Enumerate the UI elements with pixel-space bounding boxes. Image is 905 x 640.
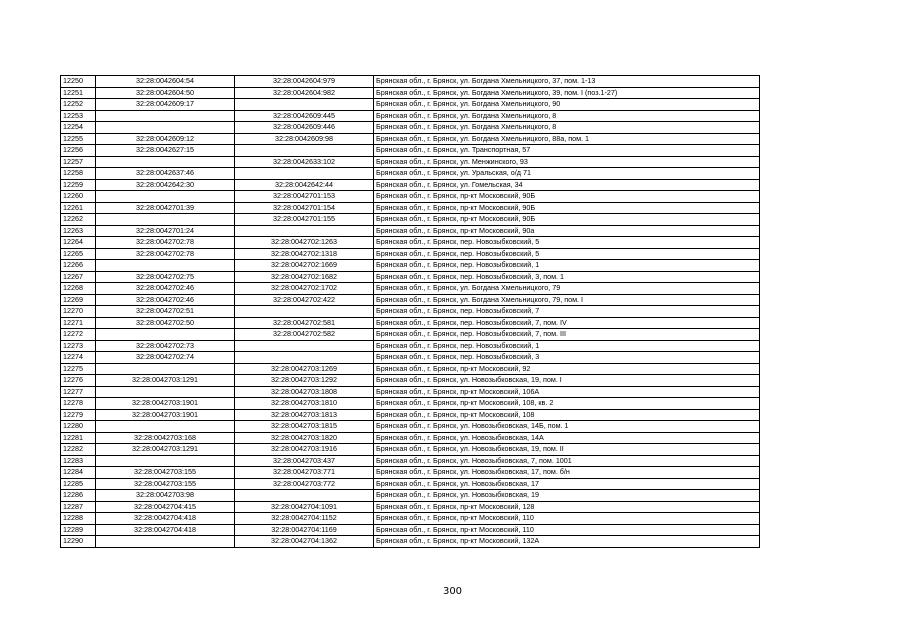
registry-table xyxy=(60,75,760,548)
cell-cadastral-number: 32:28:0042701:24 xyxy=(96,225,235,237)
cell-cadastral-number: 32:28:0042703:155 xyxy=(96,467,235,479)
table-row xyxy=(61,283,760,295)
cell-cadastral-number: 32:28:0042703:155 xyxy=(96,478,235,490)
table-row xyxy=(61,168,760,180)
cell-cadastral-number: 32:28:0042703:1901 xyxy=(96,398,235,410)
cell-address: Брянская обл., г. Брянск, пр-кт Московский, 92 xyxy=(374,363,760,375)
cell-row-number: 12267 xyxy=(61,271,96,283)
cell-object-cadastral-number: 32:28:0042702:1669 xyxy=(235,260,374,272)
cell-object-cadastral-number: 32:28:0042604:979 xyxy=(235,76,374,88)
cell-address: Брянская обл., г. Брянск, пр-кт Московский, 108 xyxy=(374,409,760,421)
cell-cadastral-number: 32:28:0042609:12 xyxy=(96,133,235,145)
page-number: 300 xyxy=(442,586,463,597)
cell-row-number: 12250 xyxy=(61,76,96,88)
cell-object-cadastral-number: 32:28:0042701:153 xyxy=(235,191,374,203)
table-row xyxy=(61,179,760,191)
cell-address: Брянская обл., г. Брянск, пер. Новозыбковский, 7, пом. IV xyxy=(374,317,760,329)
cell-address: Брянская обл., г. Брянск, ул. Уральская, о/д 71 xyxy=(374,168,760,180)
table-row xyxy=(61,501,760,513)
cell-cadastral-number xyxy=(96,191,235,203)
cell-address: Брянская обл., г. Брянск, пер. Новозыбковский, 3, пом. 1 xyxy=(374,271,760,283)
cell-address: Брянская обл., г. Брянск, ул. Новозыбковская, 19 xyxy=(374,490,760,502)
cell-address: Брянская обл., г. Брянск, ул. Новозыбковская, 17, пом. б/н xyxy=(374,467,760,479)
cell-cadastral-number xyxy=(96,122,235,134)
cell-row-number: 12289 xyxy=(61,524,96,536)
table-row xyxy=(61,294,760,306)
cell-address: Брянская обл., г. Брянск, ул. Новозыбковская, 17 xyxy=(374,478,760,490)
cell-row-number: 12273 xyxy=(61,340,96,352)
cell-address: Брянская обл., г. Брянск, пр-кт Московский, 132А xyxy=(374,536,760,548)
table-row xyxy=(61,306,760,318)
cell-address: Брянская обл., г. Брянск, пр-кт Московский, 110 xyxy=(374,513,760,525)
cell-object-cadastral-number: 32:28:0042704:1362 xyxy=(235,536,374,548)
cell-address: Брянская обл., г. Брянск, ул. Гомельская, 34 xyxy=(374,179,760,191)
table-row xyxy=(61,409,760,421)
cell-address: Брянская обл., г. Брянск, пр-кт Московский, 90Б xyxy=(374,191,760,203)
cell-address: Брянская обл., г. Брянск, пер. Новозыбковский, 5 xyxy=(374,248,760,260)
cell-cadastral-number xyxy=(96,260,235,272)
cell-object-cadastral-number: 32:28:0042702:1682 xyxy=(235,271,374,283)
table-row xyxy=(61,444,760,456)
cell-cadastral-number xyxy=(96,329,235,341)
cell-cadastral-number: 32:28:0042702:78 xyxy=(96,237,235,249)
cell-object-cadastral-number: 32:28:0042703:1810 xyxy=(235,398,374,410)
cell-row-number: 12261 xyxy=(61,202,96,214)
cell-cadastral-number: 32:28:0042604:54 xyxy=(96,76,235,88)
cell-row-number: 12287 xyxy=(61,501,96,513)
cell-cadastral-number: 32:28:0042702:74 xyxy=(96,352,235,364)
table-row xyxy=(61,191,760,203)
cell-row-number: 12263 xyxy=(61,225,96,237)
cell-object-cadastral-number: 32:28:0042702:1263 xyxy=(235,237,374,249)
cell-cadastral-number: 32:28:0042702:51 xyxy=(96,306,235,318)
cell-cadastral-number: 32:28:0042702:46 xyxy=(96,283,235,295)
cell-row-number: 12264 xyxy=(61,237,96,249)
cell-cadastral-number: 32:28:0042701:39 xyxy=(96,202,235,214)
table-row xyxy=(61,375,760,387)
cell-row-number: 12284 xyxy=(61,467,96,479)
cell-address: Брянская обл., г. Брянск, ул. Богдана Хмельницкого, 79, пом. I xyxy=(374,294,760,306)
cell-address: Брянская обл., г. Брянск, пр-кт Московский, 90Б xyxy=(374,214,760,226)
cell-object-cadastral-number: 32:28:0042703:1815 xyxy=(235,421,374,433)
cell-object-cadastral-number: 32:28:0042604:982 xyxy=(235,87,374,99)
cell-object-cadastral-number xyxy=(235,168,374,180)
cell-object-cadastral-number: 32:28:0042704:1091 xyxy=(235,501,374,513)
cell-row-number: 12257 xyxy=(61,156,96,168)
cell-row-number: 12278 xyxy=(61,398,96,410)
cell-row-number: 12265 xyxy=(61,248,96,260)
cell-object-cadastral-number: 32:28:0042703:1916 xyxy=(235,444,374,456)
cell-address: Брянская обл., г. Брянск, ул. Новозыбковская, 19, пом. II xyxy=(374,444,760,456)
cell-object-cadastral-number: 32:28:0042703:1820 xyxy=(235,432,374,444)
cell-object-cadastral-number xyxy=(235,490,374,502)
table-row xyxy=(61,478,760,490)
cell-address: Брянская обл., г. Брянск, ул. Транспортная, 57 xyxy=(374,145,760,157)
cell-address: Брянская обл., г. Брянск, ул. Новозыбковская, 14А xyxy=(374,432,760,444)
cell-row-number: 12258 xyxy=(61,168,96,180)
cell-object-cadastral-number xyxy=(235,145,374,157)
cell-row-number: 12254 xyxy=(61,122,96,134)
table-row xyxy=(61,363,760,375)
table-row xyxy=(61,513,760,525)
cell-object-cadastral-number: 32:28:0042702:1702 xyxy=(235,283,374,295)
cell-row-number: 12288 xyxy=(61,513,96,525)
cell-cadastral-number: 32:28:0042609:17 xyxy=(96,99,235,111)
cell-object-cadastral-number xyxy=(235,352,374,364)
cell-object-cadastral-number: 32:28:0042702:422 xyxy=(235,294,374,306)
registry-table-body xyxy=(61,76,760,548)
cell-object-cadastral-number: 32:28:0042703:1292 xyxy=(235,375,374,387)
cell-address: Брянская обл., г. Брянск, ул. Богдана Хмельницкого, 88а, пом. 1 xyxy=(374,133,760,145)
cell-object-cadastral-number: 32:28:0042702:582 xyxy=(235,329,374,341)
cell-row-number: 12266 xyxy=(61,260,96,272)
cell-row-number: 12274 xyxy=(61,352,96,364)
cell-row-number: 12252 xyxy=(61,99,96,111)
table-row xyxy=(61,122,760,134)
cell-row-number: 12281 xyxy=(61,432,96,444)
cell-object-cadastral-number xyxy=(235,306,374,318)
cell-address: Брянская обл., г. Брянск, пер. Новозыбковский, 7 xyxy=(374,306,760,318)
table-row xyxy=(61,202,760,214)
cell-row-number: 12279 xyxy=(61,409,96,421)
table-row xyxy=(61,248,760,260)
cell-row-number: 12271 xyxy=(61,317,96,329)
cell-object-cadastral-number: 32:28:0042642:44 xyxy=(235,179,374,191)
cell-address: Брянская обл., г. Брянск, ул. Новозыбковская, 14Б, пом. 1 xyxy=(374,421,760,433)
cell-cadastral-number: 32:28:0042604:50 xyxy=(96,87,235,99)
table-row xyxy=(61,133,760,145)
cell-row-number: 12282 xyxy=(61,444,96,456)
table-row xyxy=(61,225,760,237)
cell-address: Брянская обл., г. Брянск, ул. Менжинского, 93 xyxy=(374,156,760,168)
cell-address: Брянская обл., г. Брянск, пер. Новозыбковский, 1 xyxy=(374,340,760,352)
cell-address: Брянская обл., г. Брянск, пр-кт Московский, 110 xyxy=(374,524,760,536)
cell-object-cadastral-number xyxy=(235,340,374,352)
cell-cadastral-number: 32:28:0042704:418 xyxy=(96,513,235,525)
cell-cadastral-number: 32:28:0042642:30 xyxy=(96,179,235,191)
table-row xyxy=(61,156,760,168)
cell-cadastral-number: 32:28:0042703:1291 xyxy=(96,375,235,387)
cell-address: Брянская обл., г. Брянск, ул. Богдана Хмельницкого, 8 xyxy=(374,122,760,134)
cell-row-number: 12253 xyxy=(61,110,96,122)
cell-object-cadastral-number: 32:28:0042702:581 xyxy=(235,317,374,329)
table-row xyxy=(61,76,760,88)
cell-cadastral-number: 32:28:0042704:415 xyxy=(96,501,235,513)
cell-address: Брянская обл., г. Брянск, ул. Новозыбковская, 7, пом. 1001 xyxy=(374,455,760,467)
cell-cadastral-number: 32:28:0042702:46 xyxy=(96,294,235,306)
cell-cadastral-number: 32:28:0042702:73 xyxy=(96,340,235,352)
cell-object-cadastral-number: 32:28:0042703:772 xyxy=(235,478,374,490)
cell-row-number: 12270 xyxy=(61,306,96,318)
cell-cadastral-number: 32:28:0042702:78 xyxy=(96,248,235,260)
cell-cadastral-number xyxy=(96,386,235,398)
cell-row-number: 12262 xyxy=(61,214,96,226)
table-row xyxy=(61,455,760,467)
cell-cadastral-number xyxy=(96,536,235,548)
table-row xyxy=(61,421,760,433)
table-row xyxy=(61,490,760,502)
table-row xyxy=(61,271,760,283)
cell-row-number: 12285 xyxy=(61,478,96,490)
cell-row-number: 12280 xyxy=(61,421,96,433)
cell-cadastral-number xyxy=(96,156,235,168)
cell-row-number: 12276 xyxy=(61,375,96,387)
cell-address: Брянская обл., г. Брянск, ул. Богдана Хмельницкого, 79 xyxy=(374,283,760,295)
table-row xyxy=(61,214,760,226)
cell-cadastral-number: 32:28:0042703:1901 xyxy=(96,409,235,421)
table-row xyxy=(61,432,760,444)
cell-address: Брянская обл., г. Брянск, пер. Новозыбковский, 5 xyxy=(374,237,760,249)
cell-object-cadastral-number: 32:28:0042703:1269 xyxy=(235,363,374,375)
cell-cadastral-number: 32:28:0042637:46 xyxy=(96,168,235,180)
cell-address: Брянская обл., г. Брянск, ул. Богдана Хмельницкого, 90 xyxy=(374,99,760,111)
cell-row-number: 12268 xyxy=(61,283,96,295)
cell-address: Брянская обл., г. Брянск, пр-кт Московский, 90Б xyxy=(374,202,760,214)
table-row xyxy=(61,99,760,111)
table-row xyxy=(61,386,760,398)
table-row xyxy=(61,467,760,479)
cell-row-number: 12259 xyxy=(61,179,96,191)
cell-object-cadastral-number: 32:28:0042701:155 xyxy=(235,214,374,226)
cell-address: Брянская обл., г. Брянск, пр-кт Московский, 108, кв. 2 xyxy=(374,398,760,410)
table-row xyxy=(61,524,760,536)
cell-address: Брянская обл., г. Брянск, ул. Богдана Хмельницкого, 39, пом. I (поз.1-27) xyxy=(374,87,760,99)
table-row xyxy=(61,237,760,249)
cell-cadastral-number: 32:28:0042627:15 xyxy=(96,145,235,157)
cell-address: Брянская обл., г. Брянск, пер. Новозыбковский, 3 xyxy=(374,352,760,364)
cell-address: Брянская обл., г. Брянск, пр-кт Московский, 128 xyxy=(374,501,760,513)
cell-row-number: 12251 xyxy=(61,87,96,99)
cell-object-cadastral-number: 32:28:0042609:445 xyxy=(235,110,374,122)
cell-address: Брянская обл., г. Брянск, пер. Новозыбковский, 7, пом. III xyxy=(374,329,760,341)
cell-address: Брянская обл., г. Брянск, ул. Богдана Хмельницкого, 37, пом. 1-13 xyxy=(374,76,760,88)
cell-address: Брянская обл., г. Брянск, ул. Новозыбковская, 19, пом. I xyxy=(374,375,760,387)
cell-row-number: 12286 xyxy=(61,490,96,502)
cell-row-number: 12277 xyxy=(61,386,96,398)
cell-cadastral-number: 32:28:0042702:50 xyxy=(96,317,235,329)
cell-object-cadastral-number: 32:28:0042704:1169 xyxy=(235,524,374,536)
cell-row-number: 12290 xyxy=(61,536,96,548)
cell-object-cadastral-number: 32:28:0042703:1808 xyxy=(235,386,374,398)
cell-cadastral-number: 32:28:0042703:1291 xyxy=(96,444,235,456)
cell-row-number: 12272 xyxy=(61,329,96,341)
cell-row-number: 12256 xyxy=(61,145,96,157)
cell-object-cadastral-number: 32:28:0042703:1813 xyxy=(235,409,374,421)
table-row xyxy=(61,329,760,341)
table-row xyxy=(61,536,760,548)
cell-row-number: 12275 xyxy=(61,363,96,375)
cell-object-cadastral-number: 32:28:0042704:1152 xyxy=(235,513,374,525)
cell-object-cadastral-number: 32:28:0042703:437 xyxy=(235,455,374,467)
cell-object-cadastral-number: 32:28:0042701:154 xyxy=(235,202,374,214)
cell-row-number: 12283 xyxy=(61,455,96,467)
cell-cadastral-number xyxy=(96,455,235,467)
cell-object-cadastral-number: 32:28:0042703:771 xyxy=(235,467,374,479)
table-row xyxy=(61,398,760,410)
cell-object-cadastral-number: 32:28:0042702:1318 xyxy=(235,248,374,260)
table-row xyxy=(61,145,760,157)
table-row xyxy=(61,317,760,329)
table-row xyxy=(61,110,760,122)
cell-object-cadastral-number: 32:28:0042609:98 xyxy=(235,133,374,145)
cell-object-cadastral-number xyxy=(235,225,374,237)
cell-cadastral-number: 32:28:0042703:98 xyxy=(96,490,235,502)
table-row xyxy=(61,340,760,352)
table-row xyxy=(61,260,760,272)
cell-cadastral-number: 32:28:0042702:75 xyxy=(96,271,235,283)
cell-cadastral-number: 32:28:0042704:418 xyxy=(96,524,235,536)
cell-address: Брянская обл., г. Брянск, ул. Богдана Хмельницкого, 8 xyxy=(374,110,760,122)
cell-cadastral-number: 32:28:0042703:168 xyxy=(96,432,235,444)
cell-row-number: 12255 xyxy=(61,133,96,145)
cell-object-cadastral-number xyxy=(235,99,374,111)
cell-cadastral-number xyxy=(96,363,235,375)
cell-row-number: 12260 xyxy=(61,191,96,203)
cell-object-cadastral-number: 32:28:0042609:446 xyxy=(235,122,374,134)
cell-row-number: 12269 xyxy=(61,294,96,306)
cell-address: Брянская обл., г. Брянск, пр-кт Московский, 106А xyxy=(374,386,760,398)
cell-cadastral-number xyxy=(96,110,235,122)
table-row xyxy=(61,352,760,364)
cell-address: Брянская обл., г. Брянск, пр-кт Московский, 90а xyxy=(374,225,760,237)
table-row xyxy=(61,87,760,99)
cell-cadastral-number xyxy=(96,214,235,226)
cell-object-cadastral-number: 32:28:0042633:102 xyxy=(235,156,374,168)
cell-address: Брянская обл., г. Брянск, пер. Новозыбковский, 1 xyxy=(374,260,760,272)
cell-cadastral-number xyxy=(96,421,235,433)
